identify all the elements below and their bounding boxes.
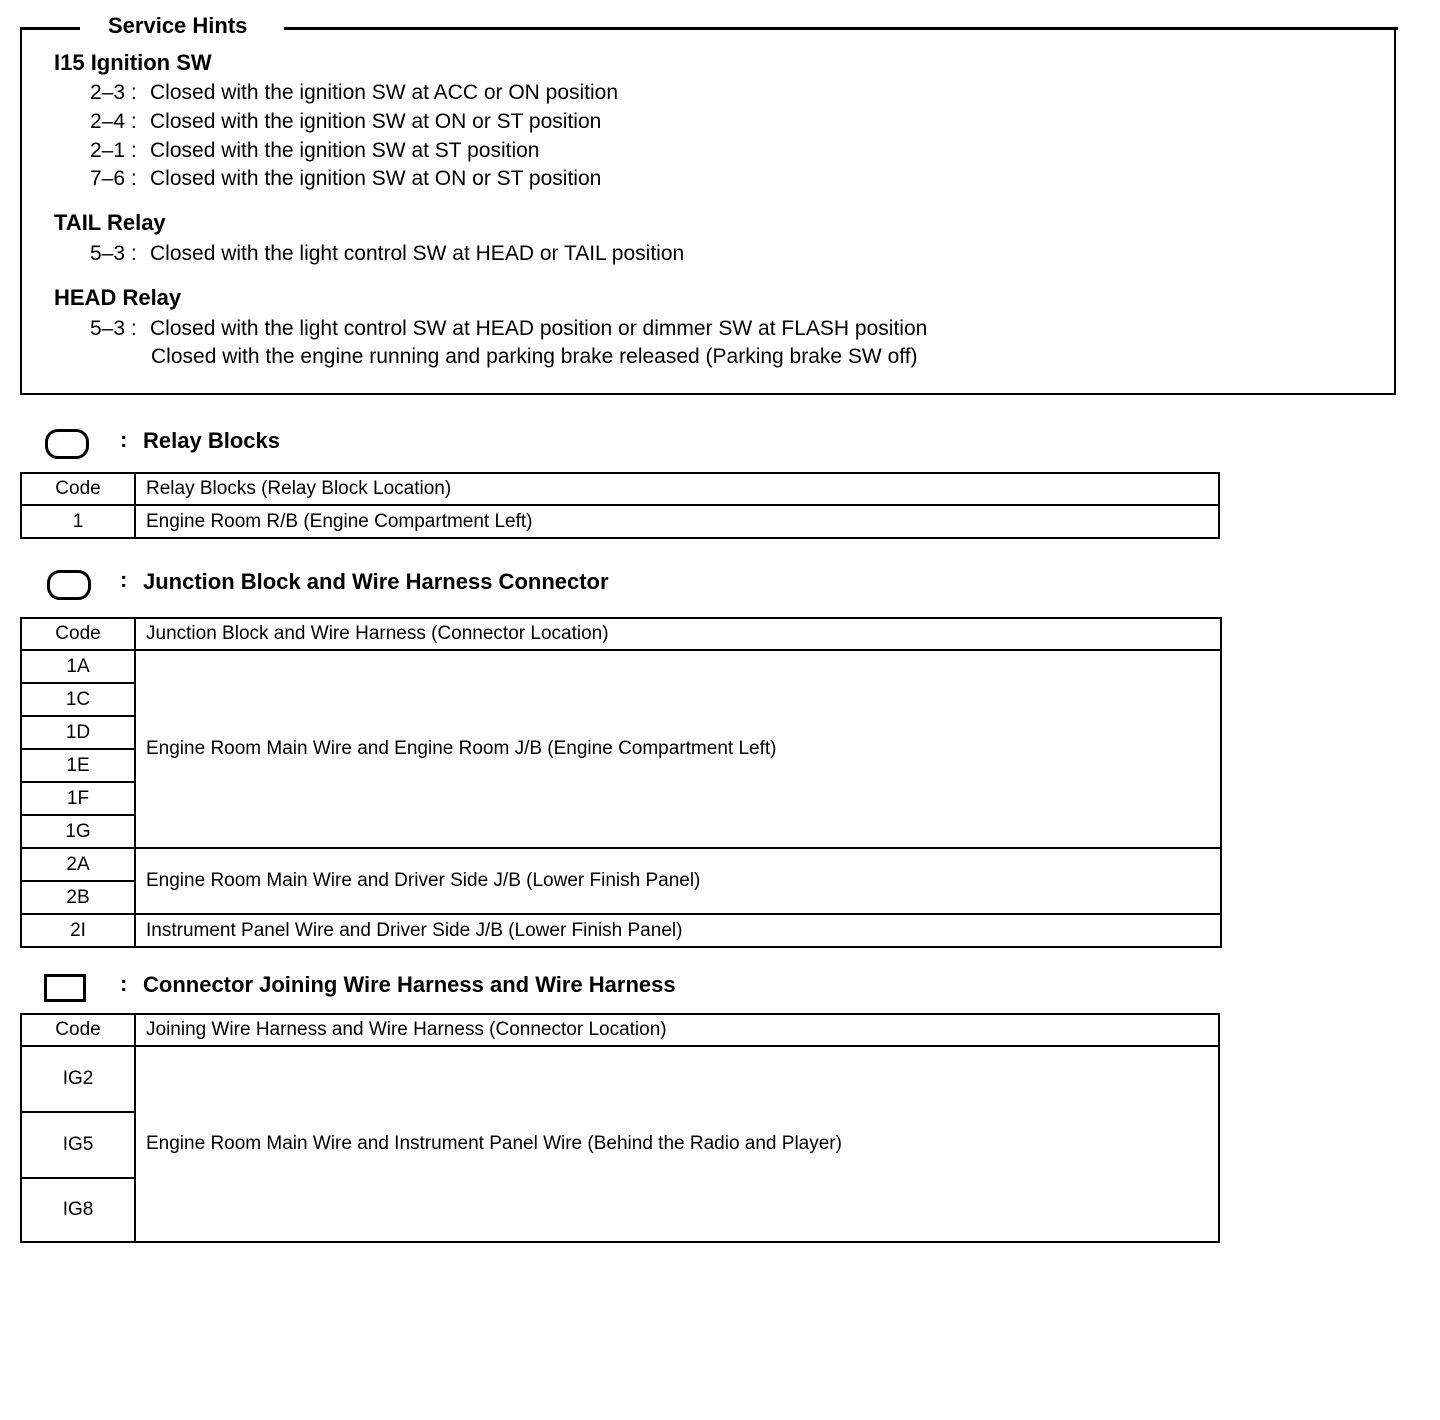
table-row <box>21 505 1219 538</box>
hint-text: Closed with the light control SW at HEAD position or dimmer SW at FLASH position <box>150 317 928 340</box>
table-row <box>21 650 1221 683</box>
hints-border-left <box>20 27 80 30</box>
junction-blocks-table <box>20 617 1222 948</box>
desc-cell: Engine Room Main Wire and Driver Side J/B (Lower Finish Panel) <box>135 848 1221 914</box>
code-cell: 1D <box>21 716 135 749</box>
table-row <box>21 1046 1219 1112</box>
hint-pins: 5–3 : <box>90 242 137 265</box>
table-header-row <box>21 1014 1219 1046</box>
hint-line <box>90 138 539 164</box>
relay-blocks-table <box>20 472 1220 539</box>
code-cell: IG8 <box>21 1178 135 1242</box>
hint-pins: 2–4 : <box>90 110 137 133</box>
code-cell: 1G <box>21 815 135 848</box>
code-cell: IG2 <box>21 1046 135 1112</box>
table-header-row <box>21 473 1219 505</box>
table-row <box>21 848 1221 881</box>
code-cell: 1E <box>21 749 135 782</box>
code-cell: 2A <box>21 848 135 881</box>
code-cell: 2B <box>21 881 135 914</box>
legend-colon: : <box>120 567 128 592</box>
rectangle-icon <box>44 974 86 1002</box>
hint-line <box>90 316 927 342</box>
table-header-row <box>21 618 1221 650</box>
code-cell: 1A <box>21 650 135 683</box>
legend-colon: : <box>120 971 128 996</box>
table-row <box>21 914 1221 947</box>
hint-text: Closed with the ignition SW at ACC or ON position <box>150 81 619 104</box>
desc-cell: Engine Room Main Wire and Instrument Panel Wire (Behind the Radio and Player) <box>135 1046 1219 1242</box>
hint-text: Closed with the ignition SW at ON or ST position <box>150 110 602 133</box>
desc-header: Joining Wire Harness and Wire Harness (Connector Location) <box>135 1014 1219 1046</box>
tail-relay-title: TAIL Relay <box>54 210 166 235</box>
code-cell: 1 <box>21 505 135 538</box>
junction-blocks-title: Junction Block and Wire Harness Connector <box>143 569 609 594</box>
code-header: Code <box>21 618 135 650</box>
hint-line <box>90 80 618 106</box>
relay-blocks-title: Relay Blocks <box>143 428 280 453</box>
hint-pins: 2–1 : <box>90 139 137 162</box>
hints-border-right <box>284 27 1398 30</box>
service-hints-title: Service Hints <box>108 13 248 38</box>
code-header: Code <box>21 473 135 505</box>
hint-text: Closed with the ignition SW at ON or ST position <box>150 167 602 190</box>
desc-cell: Engine Room Main Wire and Engine Room J/B (Engine Compartment Left) <box>135 650 1221 848</box>
legend-colon: : <box>120 427 128 452</box>
desc-header: Relay Blocks (Relay Block Location) <box>135 473 1219 505</box>
hint-pins: 2–3 : <box>90 81 137 104</box>
code-cell: 1C <box>21 683 135 716</box>
hint-line <box>90 166 601 192</box>
code-cell: 2I <box>21 914 135 947</box>
desc-header: Junction Block and Wire Harness (Connector Location) <box>135 618 1221 650</box>
hint-continuation: Closed with the engine running and parking brake released (Parking brake SW off) <box>151 345 918 368</box>
desc-cell: Engine Room R/B (Engine Compartment Left) <box>135 505 1219 538</box>
code-cell: 1F <box>21 782 135 815</box>
hint-line <box>90 109 601 135</box>
code-cell: IG5 <box>21 1112 135 1178</box>
connectors-title: Connector Joining Wire Harness and Wire Harness <box>143 972 676 997</box>
oval-icon <box>47 570 91 600</box>
hint-pins: 5–3 : <box>90 317 137 340</box>
ignition-sw-title: I15 Ignition SW <box>54 50 212 75</box>
connectors-table <box>20 1013 1220 1243</box>
desc-cell: Instrument Panel Wire and Driver Side J/B (Lower Finish Panel) <box>135 914 1221 947</box>
oval-icon <box>45 429 89 459</box>
head-relay-title: HEAD Relay <box>54 285 182 310</box>
hint-line <box>90 241 684 267</box>
code-header: Code <box>21 1014 135 1046</box>
hint-pins: 7–6 : <box>90 167 137 190</box>
hint-text: Closed with the light control SW at HEAD or TAIL position <box>150 242 685 265</box>
hint-text: Closed with the ignition SW at ST position <box>150 139 540 162</box>
